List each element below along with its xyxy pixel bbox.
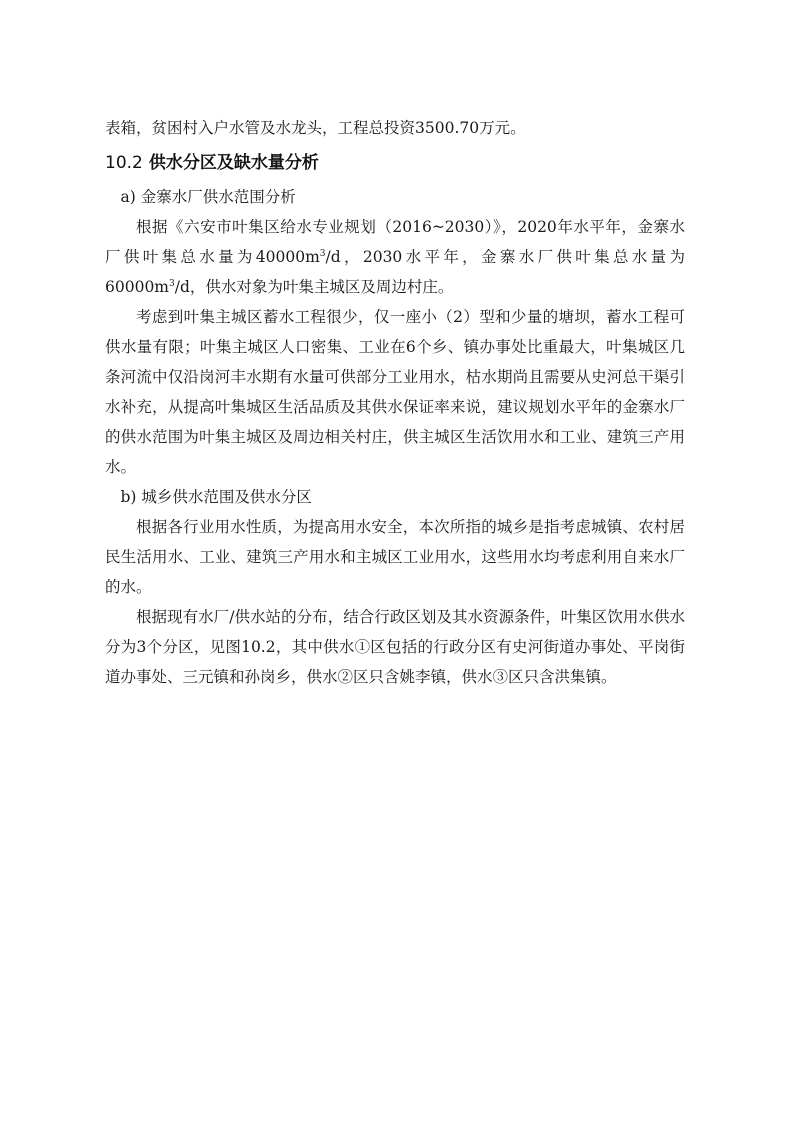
subsection-a-paragraph-2: 考虑到叶集主城区蓄水工程很少，仅一座小（2）型和少量的塘坝，蓄水工程可供水量有限；叶集主城区人口密集、工业在6个乡、镇办事处比重最大，叶集城区几条河流中仅沿岗河丰水期有水量可供部分工业用水，枯水期尚且需要从史河总干渠引水补充，从提高叶集城区生活品质及其供水保证率来说，建议规划水平年的金寨水厂的供水范围为叶集主城区及周边相关村庄，供主城区生活饮用水和工业、建筑三产用水。 bbox=[105, 308, 685, 476]
para1-text-1: 根据《六安市叶集区给水专业规划（2016~2030）》，2020年水平年，金寨水厂供叶集总水量为40000m bbox=[105, 218, 685, 266]
section-number: 10.2 bbox=[105, 153, 143, 173]
para1-text-3: /d，供水对象为叶集主城区及周边村庄。 bbox=[174, 278, 454, 296]
superscript-3: 3 bbox=[319, 248, 326, 259]
subsection-a-heading: a) 金寨水厂供水范围分析 bbox=[120, 188, 296, 206]
subsection-b-paragraph-1: 根据各行业用水性质，为提高用水安全，本次所指的城乡是指考虑城镇、农村居民生活用水、工业、建筑三产用水和主城区工业用水，这些用水均考虑利用自来水厂的水。 bbox=[105, 518, 685, 596]
lead-paragraph: 表箱，贫困村入户水管及水龙头，工程总投资3500.70万元。 bbox=[105, 119, 526, 137]
para1-text-2: /d，2030水平年，金寨水厂供叶集总水量为60000m bbox=[105, 248, 685, 296]
subsection-a-paragraph-1 bbox=[105, 212, 685, 302]
section-heading bbox=[105, 148, 685, 178]
superscript-3: 3 bbox=[169, 278, 175, 289]
subsection-b-paragraph-2: 根据现有水厂/供水站的分布，结合行政区划及其水资源条件，叶集区饮用水供水分为3个分区，见图10.2，其中供水①区包括的行政分区有史河街道办事处、平岗街道办事处、三元镇和孙岗乡，供水②区只含姚李镇，供水③区只含洪集镇。 bbox=[105, 608, 685, 686]
subsection-b-heading: b) 城乡供水范围及供水分区 bbox=[120, 488, 312, 506]
document-body bbox=[105, 113, 685, 692]
section-title: 供水分区及缺水量分析 bbox=[148, 153, 319, 173]
